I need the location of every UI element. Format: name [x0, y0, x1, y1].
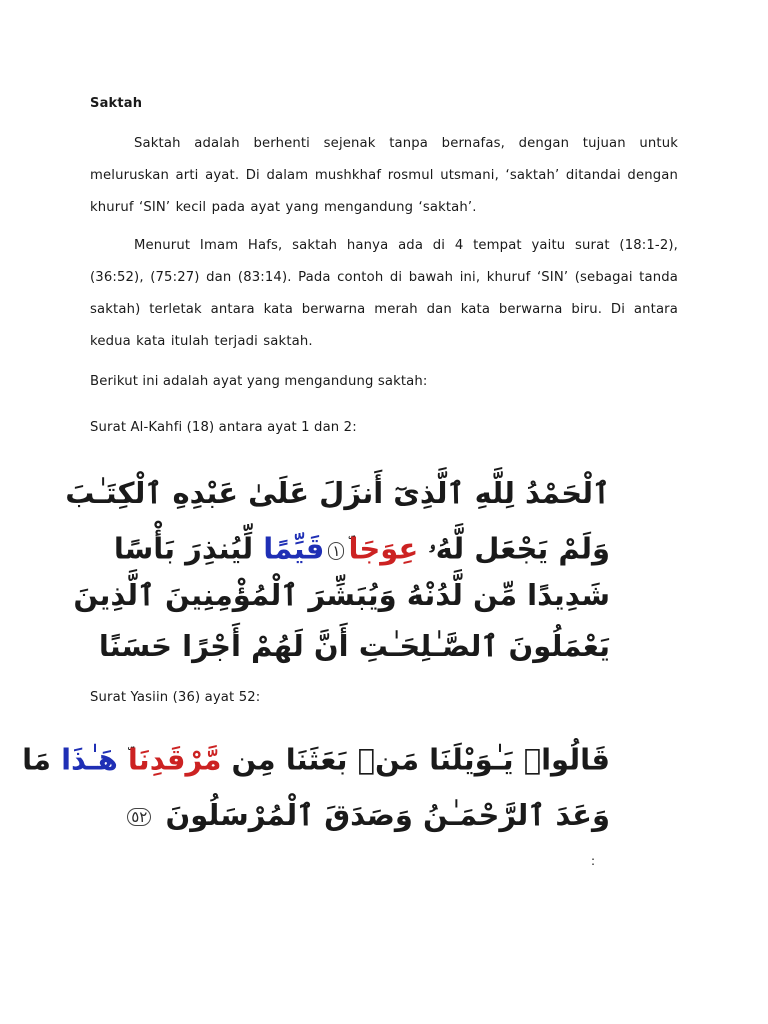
ayah-end-marker: ١: [328, 542, 344, 560]
ayah-end-marker: ٥٢: [127, 808, 151, 826]
arabic-line-saktah: وَلَمْ يَجْعَل لَّهُۥ عِوَجَا١قَيِّمًا لِّيُنذِرَ بَأْسًا: [113, 531, 610, 566]
intro-line: Berikut ini adalah ayat yang mengandung saktah:: [90, 374, 428, 389]
arabic-verse-yasiin: [22, 725, 610, 845]
arabic-line: ٱلْحَمْدُ لِلَّهِ ٱلَّذِىٓ أَنزَلَ عَلَىٰ عَبْدِهِ ٱلْكِتَـٰبَ: [65, 476, 610, 510]
arabic-line-saktah: قَالُوا۟ يَـٰوَيْلَنَا مَنۢ بَعَثَنَا مِن مَّرْقَدِنَا هَـٰذَا مَا: [22, 742, 610, 777]
paragraph-imam-hafs: Menurut Imam Hafs, saktah hanya ada di 4 tempat yaitu surat (18:1-2), (36:52), (75:27) dan (83:14). Pada contoh di bawah ini, khuruf ‘SIN’ (sebagai tanda saktah) terletak antara kata berwarna merah dan kata berwarna biru. Di antara kedua kata itulah terjadi saktah.: [90, 238, 678, 349]
arabic-line: يَعْمَلُونَ ٱلصَّـٰلِحَـٰتِ أَنَّ لَهُمْ أَجْرًا حَسَنًا: [98, 629, 610, 663]
red-word: عِوَجَا: [348, 531, 419, 566]
paragraph-definition: Saktah adalah berhenti sejenak tanpa bernafas, dengan tujuan untuk meluruskan arti ayat. Di dalam mushkhaf rosmul utsmani, ‘saktah’ ditandai dengan khuruf ‘SIN’ kecil pada ayat yang mengandung ‘saktah’.: [90, 136, 678, 215]
caption-al-kahfi: Surat Al-Kahfi (18) antara ayat 1 dan 2:: [90, 420, 357, 435]
arabic-line: وَعَدَ ٱلرَّحْمَـٰنُ وَصَدَقَ ٱلْمُرْسَلُونَ ٥٢: [195, 785, 610, 845]
trailing-mark: :: [591, 854, 596, 868]
arabic-verse-al-kahfi: [65, 468, 610, 672]
heading-saktah: Saktah: [90, 96, 143, 111]
blue-word: هَـٰذَا: [61, 742, 118, 777]
red-word: مَّرْقَدِنَا: [127, 742, 222, 777]
caption-yasiin: Surat Yasiin (36) ayat 52:: [90, 690, 261, 705]
arabic-line: شَدِيدًا مِّن لَّدُنْهُ وَيُبَشِّرَ ٱلْمُؤْمِنِينَ ٱلَّذِينَ: [73, 578, 610, 612]
blue-word: قَيِّمًا: [263, 531, 325, 566]
